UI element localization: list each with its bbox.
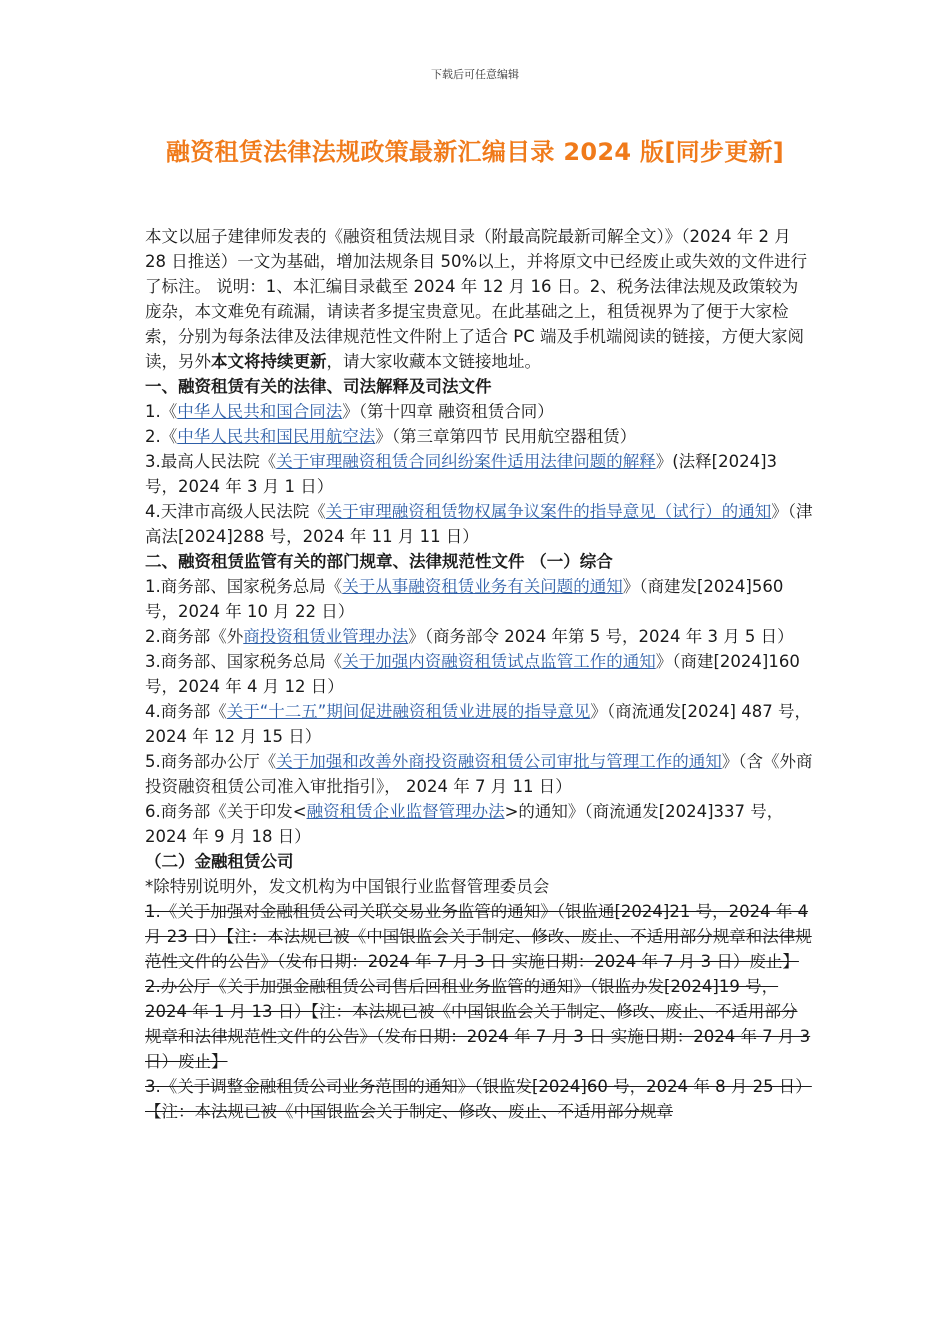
issuer-note: *除特别说明外，发文机构为中国银行业监督管理委员会	[145, 877, 550, 896]
subsection-heading: （二）金融租赁公司	[145, 852, 294, 871]
law-link[interactable]: 融资租赁企业监督管理办法	[306, 802, 505, 821]
list-item	[145, 499, 813, 549]
item-prefix: 4.天津市高级人民法院《	[145, 502, 326, 521]
list-item	[145, 449, 813, 499]
law-link[interactable]: 关于“十二五”期间促进融资租赁业进展的指导意见	[226, 702, 591, 721]
item-prefix: 2.《	[145, 427, 178, 446]
list-item	[145, 699, 813, 749]
header-note: 下载后可任意编辑	[431, 68, 519, 81]
intro-text-1: 本文以屈子建律师发表的《融资租赁法规目录（附最高院最新司解全文）》（2024 年 2 月 28 日推送）一文为基础，增加法规条目 50%以上，并将原文中已经废止或失效的文件进行了标注。 说明：1、本汇编目录截至 2024 年 12 月 16 日。2、税务法律法规及政策较为庞杂，本文难免有疏漏，请读者多提宝贵意见。在此基础之上，租赁视界为了便于大家检索，分别为每条法律及法律规范性文件附上了适合 PC 端及手机端阅读的链接，方便大家阅读，另外	[145, 227, 808, 371]
intro-bold-text: 本文将持续更新	[211, 352, 327, 371]
item-suffix: 》(法释[2024]3 号，2024 年 3 月 1 日）	[145, 452, 778, 496]
document-body	[145, 224, 813, 1124]
item-prefix: 3.商务部、国家税务总局《	[145, 652, 343, 671]
list-item	[145, 799, 813, 849]
list-item	[145, 624, 813, 649]
item-suffix: 》（第三章第四节 民用航空器租赁）	[375, 427, 637, 446]
intro-paragraph	[145, 224, 813, 374]
repealed-item: 3.《关于调整金融租赁公司业务范围的通知》（银监发[2024]60 号，2024 年 8 月 25 日）【注：本法规已被《中国银监会关于制定、修改、废止、不适用部分规章	[145, 1077, 812, 1121]
item-prefix: 6.商务部《关于印发<	[145, 802, 307, 821]
law-link[interactable]: 商投资租赁业管理办法	[243, 627, 409, 646]
item-prefix: 1.商务部、国家税务总局《	[145, 577, 343, 596]
intro-text-2: ，请大家收藏本文链接地址。	[326, 352, 541, 371]
item-suffix: 》（第十四章 融资租赁合同）	[342, 402, 554, 421]
law-link[interactable]: 中华人民共和国民用航空法	[177, 427, 376, 446]
list-item	[145, 749, 813, 799]
law-link[interactable]: 关于加强和改善外商投资融资租赁公司审批与管理工作的通知	[276, 752, 722, 771]
item-suffix: 》（津高法[2024]288 号，2024 年 11 月 11 日）	[145, 502, 813, 546]
item-prefix: 3.最高人民法院《	[145, 452, 277, 471]
item-suffix: 》（商流通发[2024] 487 号，2024 年 12 月 15 日）	[145, 702, 811, 746]
item-suffix: 》（商建[2024]160 号，2024 年 4 月 12 日）	[145, 652, 800, 696]
list-item	[145, 574, 813, 624]
law-link[interactable]: 关于审理融资租赁合同纠纷案件适用法律问题的解释	[276, 452, 656, 471]
list-item	[145, 649, 813, 699]
repealed-item: 2.办公厅《关于加强金融租赁公司售后回租业务监管的通知》（银监办发[2024]19 号，2024 年 1 月 13 日）【注：本法规已被《中国银监会关于制定、修改、废止、不适用部分规章和法律规范性文件的公告》（发布日期：2024 年 7 月 3 日 实施日期：2024 年 7 月 3 日）废止】	[145, 977, 811, 1071]
law-link[interactable]: 关于加强内资融资租赁试点监管工作的通知	[342, 652, 656, 671]
list-item	[145, 424, 813, 449]
item-suffix: 》（含《外商投资融资租赁公司准入审批指引》， 2024 年 7 月 11 日）	[145, 752, 813, 796]
section-heading-1: 一、融资租赁有关的法律、司法解释及司法文件	[145, 377, 492, 396]
item-prefix: 1.《	[145, 402, 178, 421]
law-link[interactable]: 中华人民共和国合同法	[177, 402, 343, 421]
document-title: 融资租赁法律法规政策最新汇编目录 2024 版[同步更新]	[165, 138, 785, 166]
section-heading-2: 二、融资租赁监管有关的部门规章、法律规范性文件 （一）综合	[145, 552, 613, 571]
item-prefix: 4.商务部《	[145, 702, 227, 721]
item-prefix: 2.商务部《外	[145, 627, 244, 646]
item-suffix: >的通知》（商流通发[2024]337 号，2024 年 9 月 18 日）	[145, 802, 784, 846]
law-link[interactable]: 关于审理融资租赁物权属争议案件的指导意见（试行）的通知	[325, 502, 772, 521]
law-link[interactable]: 关于从事融资租赁业务有关问题的通知	[342, 577, 623, 596]
list-item	[145, 399, 813, 424]
repealed-item: 1.《关于加强对金融租赁公司关联交易业务监管的通知》（银监通[2024]21 号，2024 年 4 月 23 日）【注：本法规已被《中国银监会关于制定、修改、废止、不适用部分规章和法律规范性文件的公告》（发布日期：2024 年 7 月 3 日 实施日期：2024 年 7 月 3 日）废止】	[145, 902, 812, 971]
item-suffix: 》（商建发[2024]560 号，2024 年 10 月 22 日）	[145, 577, 784, 621]
item-suffix: 》（商务部令 2024 年第 5 号，2024 年 3 月 5 日）	[408, 627, 794, 646]
item-prefix: 5.商务部办公厅《	[145, 752, 277, 771]
